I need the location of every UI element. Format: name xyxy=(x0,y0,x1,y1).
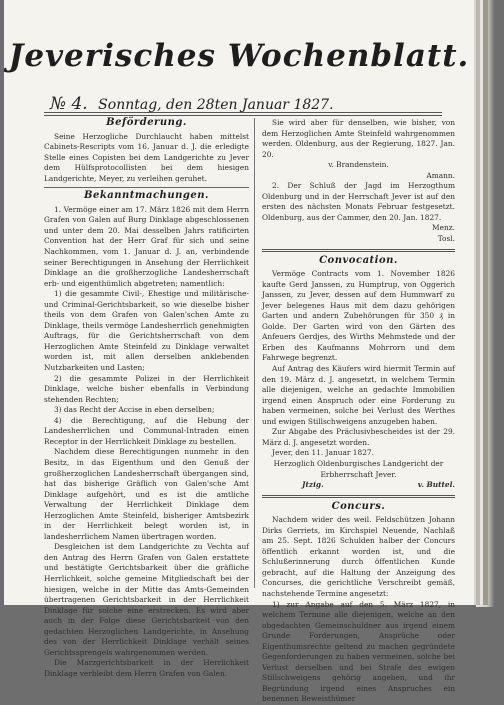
announcement-1: 1. Vermöge einer am 17. März 1826 mit dem Herrn Grafen von Galen auf Burg Dinklage abgeschlossenen und unter dem 20. Mai desselben Jahrs ratificirten Convention hat der Herr Graf für sich und seine Nachkommen, vom 1. Januar d. J. an, verbindende seiner Berechtigungen in Ansehung der Herrlichkeit Dinklage an die großherzogliche Landesherrschaft erb- und eigenthümlich abgetreten; namentlich: xyxy=(44,204,249,288)
signature-amann: Amann. xyxy=(426,170,455,180)
issue-date: Sonntag, den 28ten Januar 1827. xyxy=(98,97,334,113)
newspaper-page xyxy=(4,0,474,704)
convocation-court: Herzoglich Oldenburgisches Landgericht der Erbherrschaft Jever. xyxy=(273,458,444,479)
issue-number: № 4. xyxy=(50,94,88,114)
announcement-1c: 3) das Recht der Accise in eben derselben; xyxy=(54,405,215,415)
convocation-text-3: Zur Abgabe des Präclusivbescheides ist der 29. März d. J. angesetzt worden. xyxy=(262,427,455,447)
section-divider xyxy=(44,187,249,188)
section-heading-concurs: Concurs. xyxy=(331,500,386,512)
convocation-text-2: Auf Antrag des Käufers wird hiermit Termin auf den 19. März d. J. angesetzt, in welchem Termin alle diejenigen, welche an gedachte Immobilien irgend einen Anspruch oder eine Forderung zu haben vermeinen, solche bei Verlust des Werthes und ewigen Stillschweigens anzugeben haben. xyxy=(262,364,455,426)
announcement-1a: 1) die gesammte Civil-, Ehestige und militärische- und Criminal-Gerichtsbarkeit, so wie dieselbe bisher theils von dem Grafen von Galen'schen Amte zu Dinklage, theils vermöge Landesherrlich genehmigten Auftrags, für die Gerichtsherrschaft von dem Herzoglichen Amte Steinfeld zu Dinklage verwaltet worden ist, mit allen derselben anklebenden Nutzbarkeiten und Lasten; xyxy=(44,289,249,373)
header-rule xyxy=(44,112,442,116)
signature-menz: Menz. xyxy=(432,223,455,233)
signature-tosl: Tosl. xyxy=(437,234,455,244)
right-column xyxy=(262,118,455,705)
announcement-1d: 4) die Berechtigung, auf die Hebung der Landesherrlichen und Communal-Intraden einen Receptor in der Herrlichkeit Dinklage zu bestellen. xyxy=(44,415,249,446)
section-heading-convocation: Convocation. xyxy=(319,254,398,266)
convocation-date: Jever, den 11. Januar 1827. xyxy=(272,448,374,458)
section-divider xyxy=(262,249,455,252)
left-column xyxy=(44,118,249,679)
section-heading-befoerderung: Beförderung. xyxy=(106,117,187,128)
announcement-1g: Die Marzgerichtsbarkeit in der Herrlichkeit Dinklage verbleibt dem Herrn Grafen von Galen. xyxy=(44,658,249,678)
announcement-1e: Nachdem diese Berechtigungen nunmehr in den Besitz, in das Eigenthum und den Genuß der großherzoglichen Landesherrschaft übergangen sind, hat das bisherige Gräflich von Galen'sche Amt Dinklage aufgehört, und es ist die amtliche Verwaltung der Herrlichkeit Dinklage dem Herzoglichen Amte Steinfeld, bisheriger Amtsbezirk in der Herrlichkeit belegt worden ist, in landesherrlichem Namen übertragen worden. xyxy=(44,447,249,541)
announcement-2: 2. Der Schluß der Jagd im Herzogthum Oldenburg und in der Herrschaft Jever ist auf den ersten des nächsten Monats Februar festgesetzt. Oldenburg, aus der Cammer, den 20. Jan. 1827. xyxy=(262,181,455,222)
befoerderung-text: Seine Herzogliche Durchlaucht haben mittelst Cabinets-Rescripts vom 16. Januar d. J. die erledigte Stelle eines Copisten bei dem Landgerichte zu Jever dem Hülfsprotocollisten bei dem hiesigen Landgerichte, Meyer, zu verleihen geruhet. xyxy=(44,131,249,183)
issue-dateline xyxy=(50,94,334,114)
concurs-text: Nachdem wider des weil. Feldschützen Johann Dirks Gerriets, im Kirchspiel Neuende, Nachlaß am 25. Sept. 1826 Schulden halber der Concurs öffentlich erkannt worden ist, und die Schlußerinnerung durch öffentlichen Kunde gebracht, auf die Haltung der Anzeigung des Concurses, die gerichtliche Verschreibt gemäß, nachstehende Termine angesetzt: xyxy=(262,515,455,598)
section-heading-bekanntmachungen: Bekanntmachungen. xyxy=(84,190,209,202)
column-divider xyxy=(254,118,255,588)
signature-brandenstein: v. Brandenstein. xyxy=(328,160,389,170)
convocation-signatures xyxy=(262,480,455,491)
announcement-1f: Desgleichen ist dem Landgerichte zu Vechta auf den Antrag des Herrn Grafen von Galen erstattete und bestätigte Gerichtsbarkeit über die gräfliche Herrlichkeit, solche gemeine Mitgliedschaft bei der hiesigen, welche in der Mitte das Amts-Gemeinden übertragenen Gerichtsbarkeit in der Herrlichkeit Dinklage für solche eine erstrecken. Es wird aber auch in der Folge diese Gerichtsbarkeit von den gedachten Herzoglichen Landgerichte, in Ansehung des von der Herrlichkeit Dinklage verhält seines Gerichtssprengels wahrgenommen werden. xyxy=(44,542,249,657)
convocation-text: Vermöge Contracts vom 1. November 1826 kaufte Gerd Janssen, zu Humptrup, von Oggerich Janssen, zu Jever, dessen auf dem Hummwarf zu Jever belegenes Haus mit dem dazu gehörigen Garten und andern Zubehörungen für 350 ₰ in Golde. Der Garten wird von den Gärten des Anfeuers Gerdjes, des Wirths Mehmstede und der Erben des Kaufmanns Mohrrorn und dem Fahrwege begrenzt. xyxy=(262,269,455,363)
signature-jtzig: Jtzig. xyxy=(302,480,324,490)
masthead: Jeverisches Wochenblatt. xyxy=(8,38,470,74)
concurs-text-2: 1) zur Angabe auf den 5. März 1827, in welchem Termine alle diejenigen, welche an den obgedachten Gemeinschuldner aus irgend einem Grunde Forderungen, Ansprüche oder Eigenthumsrechte geltend zu machen gegründete Gegenforderungen zu haben vermeinen, solche bei Verlust derselben und bei Strafe des ewigen Stillschweigens gehörig angeben, und ihr Begründung irgend eines Anspruches ein benennen Beweisthümer xyxy=(262,599,455,704)
continued-text: Sie wird aber für denselben, wie bisher, von dem Herzoglichen Amte Steinfeld wahrgenommen werden. Oldenburg, aus der Regierung, 1827. Jan. 20. xyxy=(262,118,455,159)
section-divider xyxy=(262,495,455,498)
page-edge xyxy=(476,0,494,607)
signature-buttel: v. Buttel. xyxy=(417,480,455,490)
announcement-1b: 2) die gesammte Polizei in der Herrlichkeit Dinklage, welche bisher ebenfalls in Verbindung stehenden Rechten; xyxy=(44,373,249,404)
